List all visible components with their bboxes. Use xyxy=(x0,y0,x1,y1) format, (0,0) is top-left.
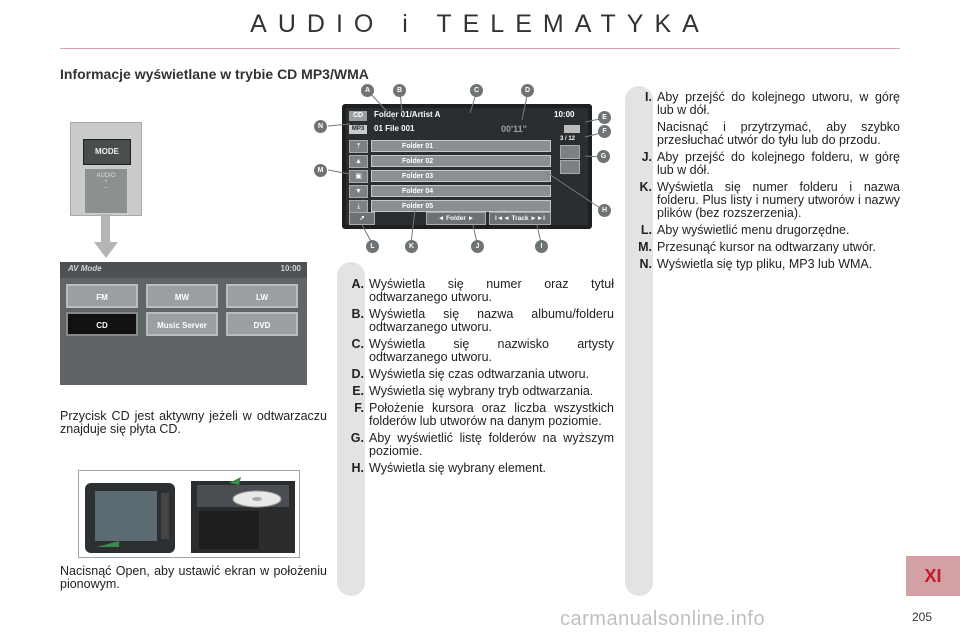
legend-item-b xyxy=(338,308,614,334)
title-divider xyxy=(60,48,900,49)
legend-text: Wyświetla się numer oraz tytuł odtwarzanego utworu. xyxy=(369,277,614,304)
legend-item-d xyxy=(338,368,614,381)
chapter-tab: XI xyxy=(906,556,960,596)
page-title: AUDIO i TELEMATYKA xyxy=(250,10,710,38)
legend-key: J. xyxy=(641,150,652,164)
legend-item-m xyxy=(626,241,900,254)
clock-text: 10:00 xyxy=(554,110,575,119)
legend-key: B. xyxy=(351,307,364,321)
folder-button: ◄ Folder ► xyxy=(426,212,486,225)
legend-item-h xyxy=(338,462,614,475)
legend-key: K. xyxy=(639,180,652,194)
folder-row-3: Folder 03 xyxy=(371,170,551,182)
legend-text: Wyświetla się wybrany tryb odtwarzania. xyxy=(369,384,594,398)
av-button-mw: MW xyxy=(146,284,218,308)
legend-right xyxy=(626,91,900,275)
av-time: 10:00 xyxy=(280,264,301,273)
av-header xyxy=(60,262,307,278)
folder-artist-text: Folder 01/Artist A xyxy=(374,110,441,119)
device-open-illustration xyxy=(79,471,299,557)
legend-text: Aby przejść do kolejnego utworu, w górę lub w dół. xyxy=(657,90,900,117)
legend-item-j xyxy=(626,151,900,177)
av-mode-screen xyxy=(60,262,307,385)
legend-key: C. xyxy=(351,337,364,351)
callout-f: F xyxy=(598,125,611,138)
legend-item-e xyxy=(338,385,614,398)
legend-text: Aby wyświetlić listę folderów na wyższym poziomie. xyxy=(369,431,614,458)
legend-key: F. xyxy=(354,401,364,415)
legend-key: N. xyxy=(639,257,652,271)
page-number: 205 xyxy=(912,610,933,624)
callout-j: J xyxy=(471,240,484,253)
device-open-photo xyxy=(78,470,300,558)
sub-menu-button: ↗ xyxy=(349,212,375,225)
av-button-dvd: DVD xyxy=(226,312,298,336)
callout-n: N xyxy=(314,120,327,133)
mode-button-panel-photo xyxy=(70,122,142,216)
callout-g: G xyxy=(597,150,610,163)
folder-row-4: Folder 04 xyxy=(371,185,551,197)
mode-button: MODE xyxy=(83,139,131,165)
callout-b: B xyxy=(393,84,406,97)
callout-k: K xyxy=(405,240,418,253)
file-name-text: 01 File 001 xyxy=(374,124,415,133)
audio-knob: AUDIO + – xyxy=(85,169,127,213)
watermark: carmanualsonline.info xyxy=(560,608,766,630)
av-button-fm: FM xyxy=(66,284,138,308)
cd-caption: Przycisk CD jest aktywny jeżeli w odtwarzaczu znajduje się płyta CD. xyxy=(60,409,327,436)
av-button-cd: CD xyxy=(66,312,138,336)
section-heading: Informacje wyświetlane w trybie CD MP3/WMA xyxy=(60,66,369,82)
top-list-button: ⤒ xyxy=(349,140,368,153)
callout-h: H xyxy=(598,204,611,217)
callout-i: I xyxy=(535,240,548,253)
callout-d: D xyxy=(521,84,534,97)
folder-row-5: Folder 05 xyxy=(371,200,551,212)
legend-key: H. xyxy=(351,461,364,475)
legend-key: A. xyxy=(351,277,364,291)
legend-text: Aby przejść do kolejnego folderu, w górę lub w dół. xyxy=(657,150,900,177)
legend-key: M. xyxy=(638,240,652,254)
file-type-badge: MP3 xyxy=(349,125,367,134)
legend-key: E. xyxy=(352,384,364,398)
legend-text: Wyświetla się nazwisko artysty odtwarzanego utworu. xyxy=(369,337,614,364)
av-title: AV Mode xyxy=(68,264,102,273)
legend-key: G. xyxy=(350,431,364,445)
av-button-music-server: Music Server xyxy=(146,312,218,336)
elapsed-time-text: 00'11" xyxy=(501,124,527,134)
bottom-list-button: ⤓ xyxy=(349,200,368,213)
scroll-up-button: ▲ xyxy=(349,155,368,168)
legend-text: Wyświetla się typ pliku, MP3 lub WMA. xyxy=(657,257,873,271)
cursor-to-playing-button: ▣ xyxy=(349,170,368,183)
audio-label: AUDIO xyxy=(96,173,116,179)
legend-item-g xyxy=(338,432,614,458)
legend-text: Aby wyświetlić menu drugorzędne. xyxy=(657,223,850,237)
legend-text: Wyświetla się wybrany element. xyxy=(369,461,547,475)
legend-item-n xyxy=(626,258,900,271)
callout-l: L xyxy=(366,240,379,253)
legend-text: Położenie kursora oraz liczba wszystkich folderów lub utworów na danym poziomie. xyxy=(369,401,614,428)
cd-badge: CD xyxy=(349,111,367,121)
down-arrow-head-icon xyxy=(94,242,118,258)
legend-text: Przesunąć kursor na odtwarzany utwór. xyxy=(657,240,876,254)
callout-c: C xyxy=(470,84,483,97)
legend-text-extra: Nacisnąć i przytrzymać, aby szybko przesłuchać utwór do tyłu lub do przodu. xyxy=(657,120,900,147)
scroll-down-button: ▼ xyxy=(349,185,368,198)
callout-m: M xyxy=(314,164,327,177)
callout-e: E xyxy=(598,111,611,124)
folder-row-1: Folder 01 xyxy=(371,140,551,152)
legend-item-c xyxy=(338,338,614,364)
open-caption: Nacisnąć Open, aby ustawić ekran w położeniu pionowym. xyxy=(60,564,327,591)
down-arrow-icon xyxy=(101,214,110,244)
callout-a: A xyxy=(361,84,374,97)
legend-left xyxy=(338,278,614,479)
legend-item-k xyxy=(626,181,900,220)
legend-key: I. xyxy=(645,90,652,104)
legend-item-i xyxy=(626,91,900,147)
av-button-lw: LW xyxy=(226,284,298,308)
legend-key: D. xyxy=(351,367,364,381)
legend-text: Wyświetla się czas odtwarzania utworu. xyxy=(369,367,590,381)
legend-text: Wyświetla się nazwa albumu/folderu odtwarzanego utworu. xyxy=(369,307,614,334)
legend-key: L. xyxy=(640,223,652,237)
legend-text: Wyświetla się numer folderu i nazwa folderu. Plus listy i numery utworów i nazwy plików (bez rozszerzenia). xyxy=(657,180,900,220)
legend-item-a xyxy=(338,278,614,304)
cursor-counter-text: 3 / 12 xyxy=(560,136,576,142)
folder-row-2: Folder 02 xyxy=(371,155,551,167)
track-button: I◄◄ Track ►►I xyxy=(489,212,551,225)
legend-item-l xyxy=(626,224,900,237)
legend-item-f xyxy=(338,402,614,428)
callout-lines xyxy=(310,80,620,255)
